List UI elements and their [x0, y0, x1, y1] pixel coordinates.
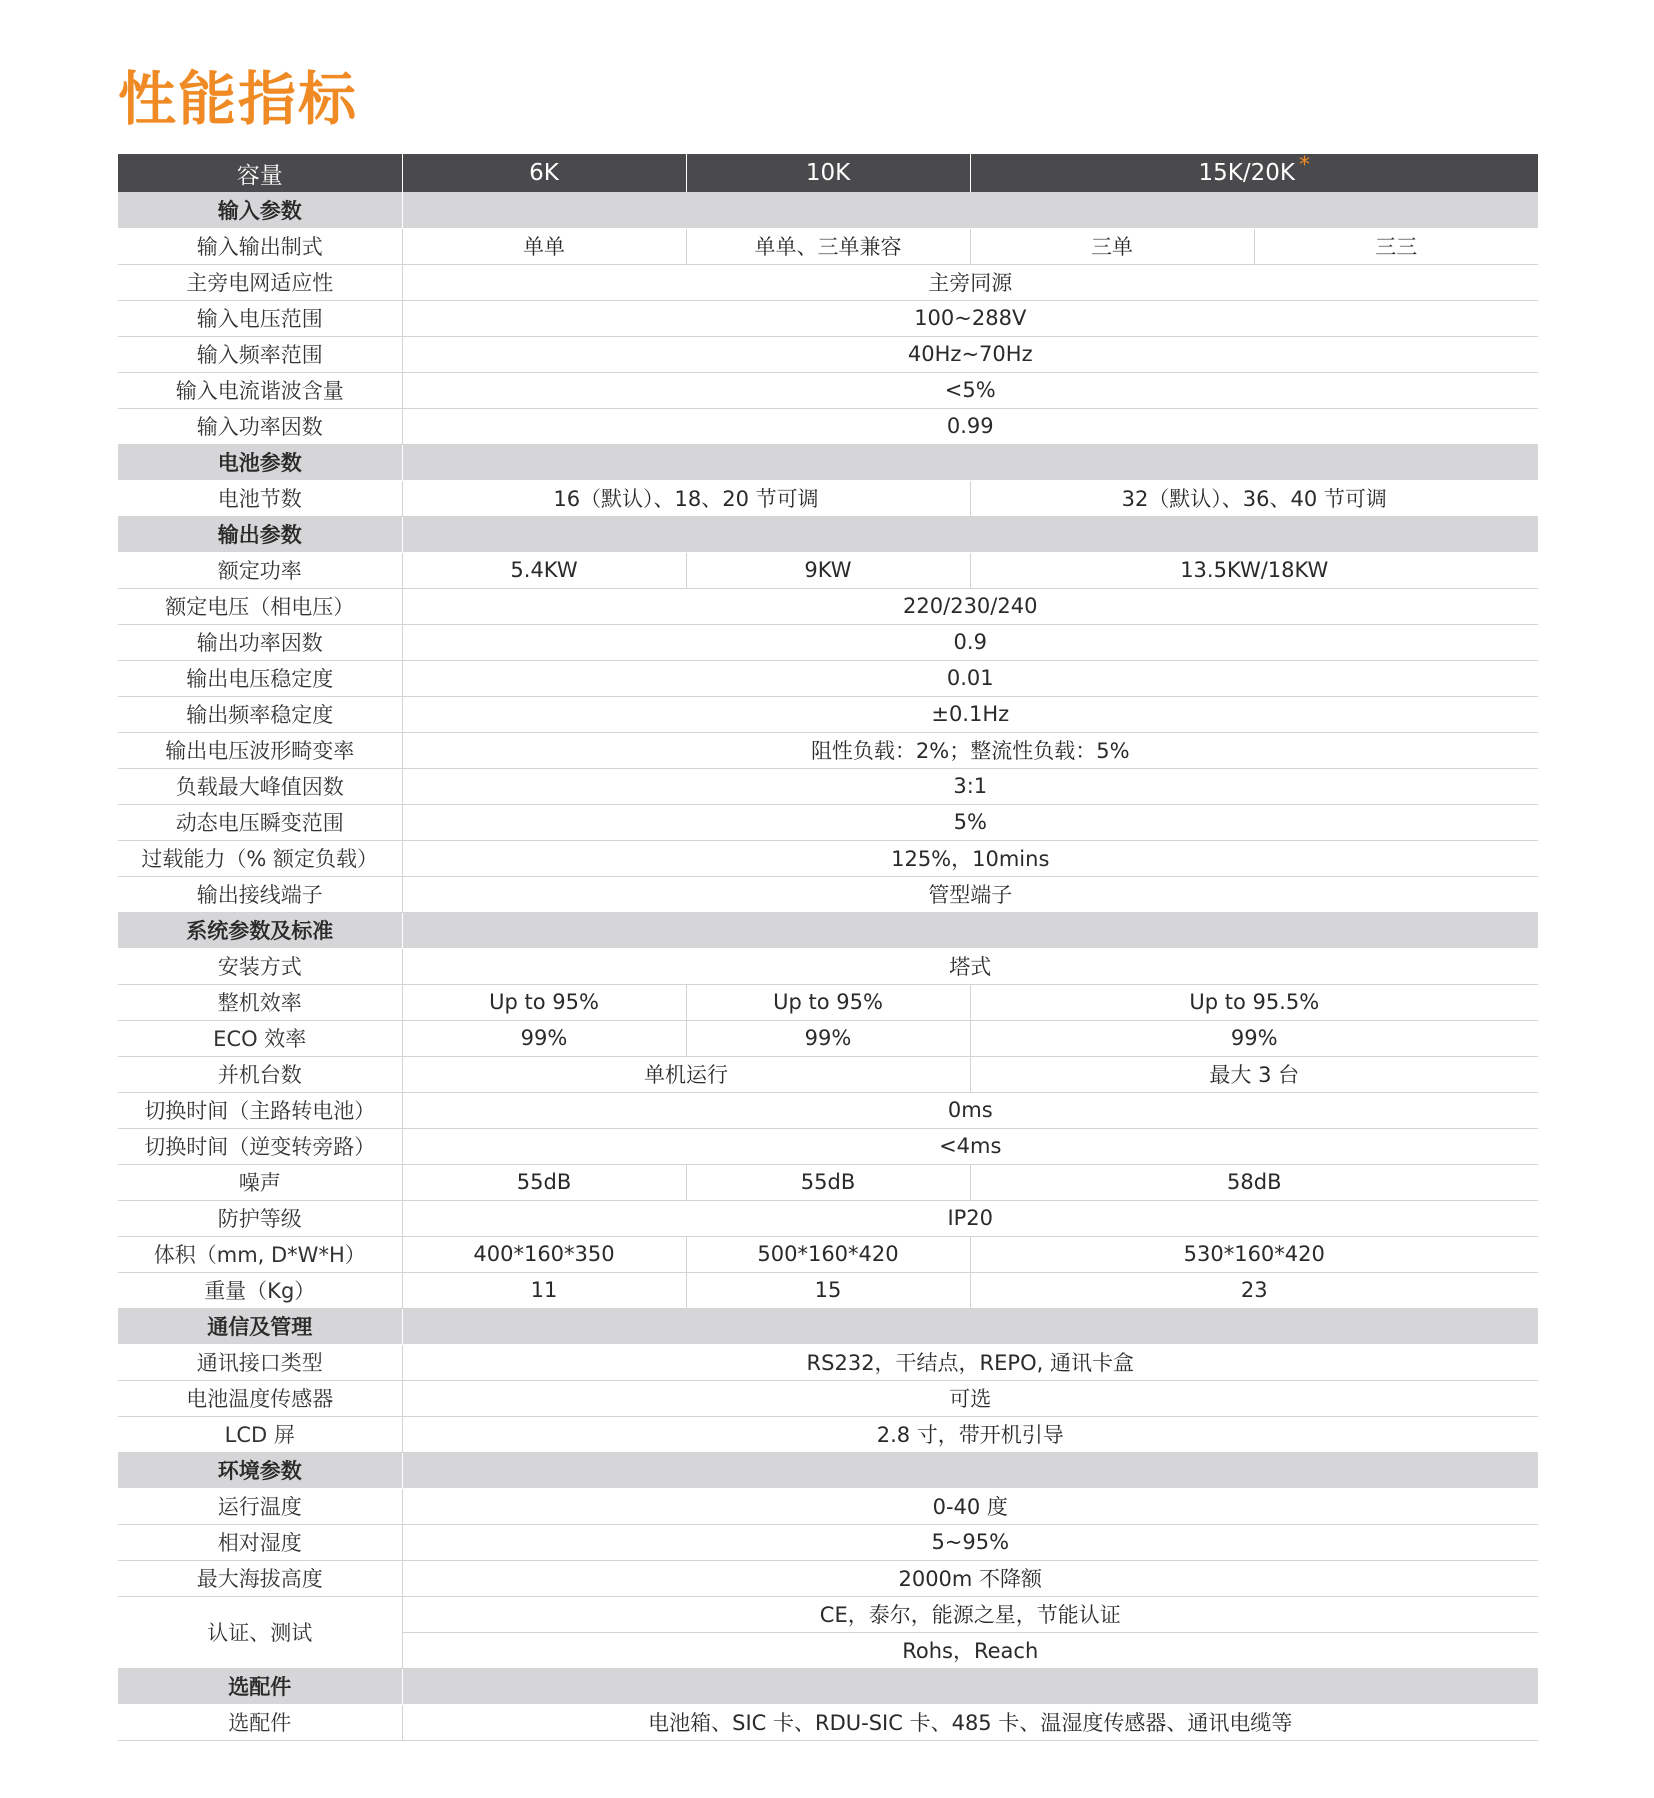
- row-label: 切换时间（逆变转旁路）: [118, 1128, 402, 1164]
- table-row: [118, 1596, 1538, 1632]
- cell-value: 5~95%: [402, 1524, 1538, 1560]
- section-title: 电池参数: [118, 444, 402, 480]
- cell-value: 9KW: [686, 552, 970, 588]
- cell-value: <5%: [402, 372, 1538, 408]
- row-label: 认证、测试: [118, 1596, 402, 1668]
- cell-value: 0.01: [402, 660, 1538, 696]
- table-row: [118, 984, 1538, 1020]
- table-row: [118, 300, 1538, 336]
- page-title: 性能指标: [118, 65, 359, 133]
- cell-value: Up to 95%: [686, 984, 970, 1020]
- cell-value: 三三: [1254, 228, 1538, 264]
- cell-value: 220/230/240: [402, 588, 1538, 624]
- row-label: 电池温度传感器: [118, 1380, 402, 1416]
- section-title: 输出参数: [118, 516, 402, 552]
- header-capacity-label: 容量: [118, 154, 402, 192]
- cell-value: 99%: [686, 1020, 970, 1056]
- row-label: 噪声: [118, 1164, 402, 1200]
- table-row: [118, 408, 1538, 444]
- row-label: 并机台数: [118, 1056, 402, 1092]
- header-model-15k-20k-label: 15K/20K: [1198, 160, 1295, 186]
- row-label: 输入输出制式: [118, 228, 402, 264]
- cell-value: CE，泰尔，能源之星，节能认证: [402, 1596, 1538, 1632]
- table-row: [118, 1704, 1538, 1740]
- cell-value: 单单: [402, 228, 686, 264]
- cell-value: 单单、三单兼容: [686, 228, 970, 264]
- cell-value: 40Hz~70Hz: [402, 336, 1538, 372]
- cell-value: 11: [402, 1272, 686, 1308]
- header-model-15k-20k: [970, 154, 1538, 192]
- row-label: LCD 屏: [118, 1416, 402, 1452]
- table-row: [118, 372, 1538, 408]
- header-model-6k: 6K: [402, 154, 686, 192]
- row-label: 额定电压（相电压）: [118, 588, 402, 624]
- row-label: 重量（Kg）: [118, 1272, 402, 1308]
- table-row: [118, 588, 1538, 624]
- row-label: 输出电压波形畸变率: [118, 732, 402, 768]
- row-label: 体积（mm, D*W*H）: [118, 1236, 402, 1272]
- spec-table: [118, 154, 1538, 1741]
- table-row: [118, 552, 1538, 588]
- cell-value: 0ms: [402, 1092, 1538, 1128]
- cell-value: 23: [970, 1272, 1538, 1308]
- row-label: 电池节数: [118, 480, 402, 516]
- section-row-comm: [118, 1308, 1538, 1344]
- row-label: 输出频率稳定度: [118, 696, 402, 732]
- table-row: [118, 1164, 1538, 1200]
- section-row-env: [118, 1452, 1538, 1488]
- table-row: [118, 840, 1538, 876]
- table-row: [118, 660, 1538, 696]
- cell-value: 100~288V: [402, 300, 1538, 336]
- row-label: 输入功率因数: [118, 408, 402, 444]
- cell-value: 32（默认）、36、40 节可调: [970, 480, 1538, 516]
- table-row: [118, 948, 1538, 984]
- table-row: [118, 264, 1538, 300]
- section-title: 通信及管理: [118, 1308, 402, 1344]
- cell-value: Up to 95.5%: [970, 984, 1538, 1020]
- cell-value: 管型端子: [402, 876, 1538, 912]
- cell-value: 2.8 寸，带开机引导: [402, 1416, 1538, 1452]
- cell-value: 13.5KW/18KW: [970, 552, 1538, 588]
- row-label: 输入电压范围: [118, 300, 402, 336]
- header-model-10k: 10K: [686, 154, 970, 192]
- table-row: [118, 876, 1538, 912]
- row-label: 过载能力（% 额定负载）: [118, 840, 402, 876]
- table-row: [118, 1488, 1538, 1524]
- cell-value: 阻性负载：2%；整流性负载：5%: [402, 732, 1538, 768]
- cell-value: 500*160*420: [686, 1236, 970, 1272]
- table-row: [118, 480, 1538, 516]
- cell-value: 55dB: [402, 1164, 686, 1200]
- cell-value: 0.99: [402, 408, 1538, 444]
- table-row: [118, 1236, 1538, 1272]
- cell-value: 16（默认）、18、20 节可调: [402, 480, 970, 516]
- section-row-system: [118, 912, 1538, 948]
- row-label: 输入电流谐波含量: [118, 372, 402, 408]
- table-row: [118, 1020, 1538, 1056]
- table-row: [118, 1560, 1538, 1596]
- table-row: [118, 336, 1538, 372]
- cell-value: 530*160*420: [970, 1236, 1538, 1272]
- cell-value: 主旁同源: [402, 264, 1538, 300]
- cell-value: 99%: [402, 1020, 686, 1056]
- section-row-output: [118, 516, 1538, 552]
- table-header-row: [118, 154, 1538, 192]
- asterisk-mark: *: [1298, 154, 1310, 178]
- row-label: 输出接线端子: [118, 876, 402, 912]
- section-title: 系统参数及标准: [118, 912, 402, 948]
- section-row-options: [118, 1668, 1538, 1704]
- cell-value: 0.9: [402, 624, 1538, 660]
- row-label: 动态电压瞬变范围: [118, 804, 402, 840]
- cell-value: 5.4KW: [402, 552, 686, 588]
- cell-value: 电池箱、SIC 卡、RDU-SIC 卡、485 卡、温湿度传感器、通讯电缆等: [402, 1704, 1538, 1740]
- section-title: 环境参数: [118, 1452, 402, 1488]
- cell-value: 58dB: [970, 1164, 1538, 1200]
- cell-value: 3:1: [402, 768, 1538, 804]
- row-label: 相对湿度: [118, 1524, 402, 1560]
- table-row: [118, 1200, 1538, 1236]
- cell-value: IP20: [402, 1200, 1538, 1236]
- section-title: 选配件: [118, 1668, 402, 1704]
- cell-value: <4ms: [402, 1128, 1538, 1164]
- cell-value: 0-40 度: [402, 1488, 1538, 1524]
- table-row: [118, 696, 1538, 732]
- cell-value: 最大 3 台: [970, 1056, 1538, 1092]
- table-row: [118, 1056, 1538, 1092]
- section-title: 输入参数: [118, 192, 402, 228]
- row-label: 输入频率范围: [118, 336, 402, 372]
- cell-value: 15: [686, 1272, 970, 1308]
- row-label: 主旁电网适应性: [118, 264, 402, 300]
- section-row-battery: [118, 444, 1538, 480]
- row-label: 切换时间（主路转电池）: [118, 1092, 402, 1128]
- row-label: 安装方式: [118, 948, 402, 984]
- cell-value: 55dB: [686, 1164, 970, 1200]
- cell-value: 125%，10mins: [402, 840, 1538, 876]
- table-row: [118, 1416, 1538, 1452]
- cell-value: Rohs，Reach: [402, 1632, 1538, 1668]
- row-label: 运行温度: [118, 1488, 402, 1524]
- row-label: 输出电压稳定度: [118, 660, 402, 696]
- section-row-input: [118, 192, 1538, 228]
- table-row: [118, 1128, 1538, 1164]
- cell-value: 塔式: [402, 948, 1538, 984]
- cell-value: 400*160*350: [402, 1236, 686, 1272]
- cell-value: 2000m 不降额: [402, 1560, 1538, 1596]
- row-label: 选配件: [118, 1704, 402, 1740]
- table-row: [118, 228, 1538, 264]
- table-row: [118, 1524, 1538, 1560]
- table-row: [118, 732, 1538, 768]
- cell-value: 可选: [402, 1380, 1538, 1416]
- row-label: 额定功率: [118, 552, 402, 588]
- table-row: [118, 624, 1538, 660]
- row-label: 输出功率因数: [118, 624, 402, 660]
- table-row: [118, 804, 1538, 840]
- row-label: 最大海拔高度: [118, 1560, 402, 1596]
- cell-value: RS232，干结点，REPO, 通讯卡盒: [402, 1344, 1538, 1380]
- cell-value: 单机运行: [402, 1056, 970, 1092]
- cell-value: 99%: [970, 1020, 1538, 1056]
- cell-value: 5%: [402, 804, 1538, 840]
- table-row: [118, 1344, 1538, 1380]
- row-label: 通讯接口类型: [118, 1344, 402, 1380]
- cell-value: ±0.1Hz: [402, 696, 1538, 732]
- table-row: [118, 768, 1538, 804]
- row-label: 整机效率: [118, 984, 402, 1020]
- row-label: 负载最大峰值因数: [118, 768, 402, 804]
- cell-value: 三单: [970, 228, 1254, 264]
- table-row: [118, 1092, 1538, 1128]
- row-label: 防护等级: [118, 1200, 402, 1236]
- row-label: ECO 效率: [118, 1020, 402, 1056]
- table-row: [118, 1272, 1538, 1308]
- table-row: [118, 1380, 1538, 1416]
- cell-value: Up to 95%: [402, 984, 686, 1020]
